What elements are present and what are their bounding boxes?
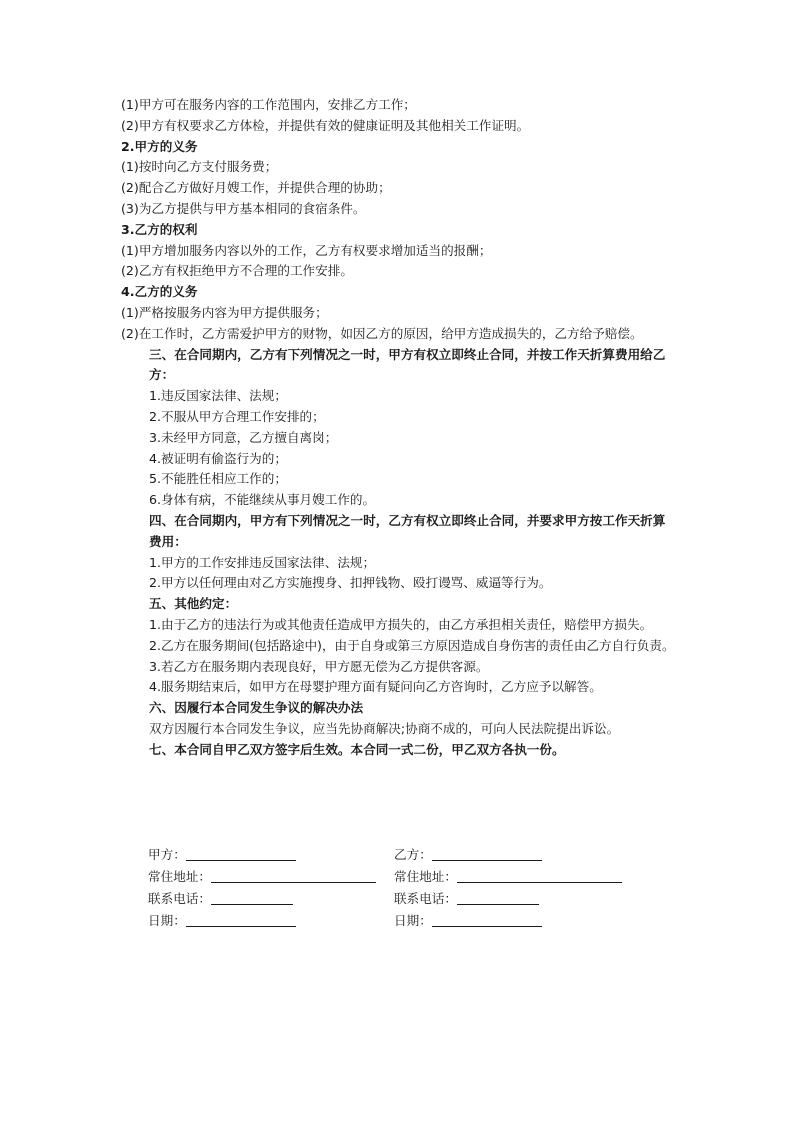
phone-a-blank[interactable] <box>211 890 293 905</box>
clause-text: (3)为乙方提供与甲方基本相同的食宿条件。 <box>121 200 366 216</box>
paragraph: 双方因履行本合同发生争议，应当先协商解决;协商不成的，可向人民法院提出诉讼。 <box>149 720 620 736</box>
list-item: 1.甲方的工作安排违反国家法律、法规； <box>149 554 376 570</box>
clause-text: (1)甲方增加服务内容以外的工作，乙方有权要求增加适当的报酬； <box>121 242 492 258</box>
list-item: 3.未经甲方同意，乙方擅自离岗； <box>149 429 338 445</box>
list-item: 4.服务期结束后，如甲方在母婴护理方面有疑问向乙方咨询时，乙方应予以解答。 <box>149 679 602 695</box>
list-item: 6.身体有病，不能继续从事月嫂工作的。 <box>149 492 376 508</box>
clause-text: (2)乙方有权拒绝甲方不合理的工作安排。 <box>121 263 353 279</box>
signature-block <box>148 844 688 932</box>
signature-row-address <box>148 866 688 888</box>
clause-text: (1)严格按服务内容为甲方提供服务； <box>121 304 328 320</box>
section-title: 七、本合同自甲乙双方签字后生效。本合同一式二份，甲乙双方各执一份。 <box>149 741 565 757</box>
clause-text: (2)配合乙方做好月嫂工作，并提供合理的协助； <box>121 180 391 196</box>
list-item: 2.乙方在服务期间(包括路途中)，由于自身或第三方原因造成自身伤害的责任由乙方自行负责。 <box>149 637 675 653</box>
list-item: 3.若乙方在服务期内表现良好，甲方愿无偿为乙方提供客源。 <box>149 658 489 674</box>
date-a-blank[interactable] <box>186 912 296 927</box>
clause-heading: 3.乙方的权利 <box>121 221 198 237</box>
signature-row-phone <box>148 888 688 910</box>
date-b-blank[interactable] <box>432 912 542 927</box>
section-title: 五、其他约定： <box>149 596 238 612</box>
clause-heading: 2.甲方的义务 <box>121 138 198 154</box>
list-item: 5.不能胜任相应工作的； <box>149 471 287 487</box>
list-item: 1.由于乙方的违法行为或其他责任造成甲方损失的，由乙方承担相关责任，赔偿甲方损失。 <box>149 616 653 632</box>
party-b-label: 乙方： <box>394 847 432 862</box>
address-b-label: 常住地址： <box>394 869 457 884</box>
contract-body <box>121 95 677 761</box>
section-title: 四、在合同期内，甲方有下列情况之一时，乙方有权立即终止合同，并要求甲方按工作天折算费用： <box>149 512 666 549</box>
section-title: 三、在合同期内，乙方有下列情况之一时，甲方有权立即终止合同，并按工作天折算费用给乙方： <box>149 346 666 383</box>
list-item: 2.甲方以任何理由对乙方实施搜身、扣押钱物、殴打谩骂、威逼等行为。 <box>149 575 552 591</box>
clause-text: (1)甲方可在服务内容的工作范围内，安排乙方工作； <box>121 97 416 112</box>
party-b-blank[interactable] <box>432 846 542 861</box>
date-b-label: 日期： <box>394 913 432 928</box>
phone-b-label: 联系电话： <box>394 891 457 906</box>
address-a-blank[interactable] <box>211 868 376 883</box>
clause-text: (1)按时向乙方支付服务费； <box>121 159 278 175</box>
phone-a-label: 联系电话： <box>148 891 211 906</box>
address-a-label: 常住地址： <box>148 869 211 884</box>
list-item: 4.被证明有偷盗行为的； <box>149 450 287 466</box>
signature-row-date <box>148 910 688 932</box>
party-a-blank[interactable] <box>186 846 296 861</box>
list-item: 2.不服从甲方合理工作安排的； <box>149 408 325 424</box>
phone-b-blank[interactable] <box>457 890 539 905</box>
party-a-label: 甲方： <box>148 847 186 862</box>
clause-text: (2)在工作时，乙方需爱护甲方的财物，如因乙方的原因，给甲方造成损失的，乙方给予赔偿。 <box>121 325 643 341</box>
date-a-label: 日期： <box>148 913 186 928</box>
clause-text: (2)甲方有权要求乙方体检，并提供有效的健康证明及其他相关工作证明。 <box>121 117 530 133</box>
address-b-blank[interactable] <box>457 868 622 883</box>
signature-row-party <box>148 844 688 866</box>
section-title: 六、因履行本合同发生争议的解决办法 <box>149 700 364 716</box>
list-item: 1.违反国家法律、法规； <box>149 388 287 404</box>
clause-heading: 4.乙方的义务 <box>121 284 198 300</box>
